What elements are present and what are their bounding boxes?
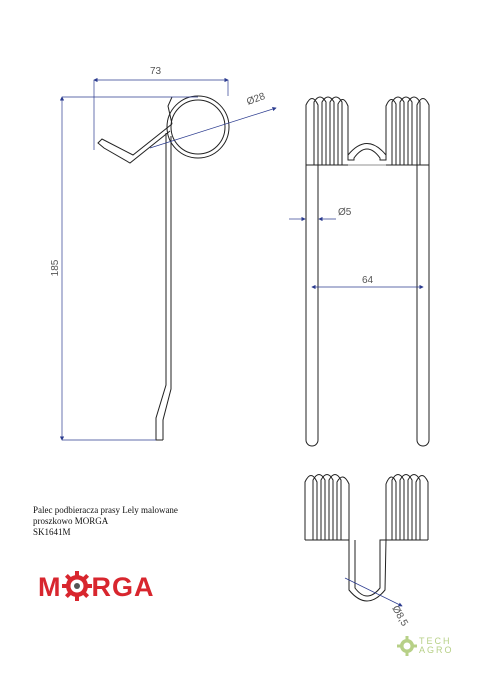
caption-line-1: Palec podbieracza prasy Lely malowane [33, 505, 178, 515]
gear-icon [62, 571, 92, 601]
side-view-dimensions [62, 80, 276, 440]
detail-view [305, 475, 428, 602]
watermark-line-2: AGRO [419, 645, 454, 655]
dim-diameter-8-5-label: Ø8,5 [389, 604, 410, 629]
right-coil [386, 97, 429, 165]
techagro-watermark [397, 636, 454, 661]
dim-185-label: 185 [50, 259, 61, 277]
logo-suffix: RGA [91, 572, 155, 602]
dim-64-label: 64 [362, 275, 374, 286]
caption-line-3: SK1641M [33, 527, 71, 537]
front-view-dimensions [289, 219, 423, 287]
right-leg [417, 120, 429, 446]
techagro-gear-icon [397, 636, 417, 656]
watermark-line-1: TECH [419, 636, 452, 646]
logo-prefix: M [38, 572, 62, 602]
left-coil [306, 97, 348, 165]
dim-diameter-5-label: Ø5 [338, 207, 352, 218]
left-leg [306, 120, 318, 446]
caption-line-2: proszkowo MORGA [33, 516, 109, 526]
morga-logo [38, 571, 155, 605]
detail-dimensions [345, 578, 402, 606]
connector-loop [348, 144, 386, 161]
side-view [98, 96, 229, 440]
tooth-outline-b [163, 136, 171, 440]
dim-diameter-28-label: Ø28 [245, 91, 267, 108]
detail-loop [349, 540, 386, 601]
front-view [306, 97, 429, 446]
dim-73-label: 73 [150, 66, 162, 77]
product-caption [33, 505, 233, 538]
tooth-outline-a [156, 133, 166, 440]
detail-right-coil [386, 475, 428, 541]
coil-outer [167, 96, 229, 158]
arm-outline-a [98, 124, 172, 163]
detail-left-coil [305, 475, 349, 541]
